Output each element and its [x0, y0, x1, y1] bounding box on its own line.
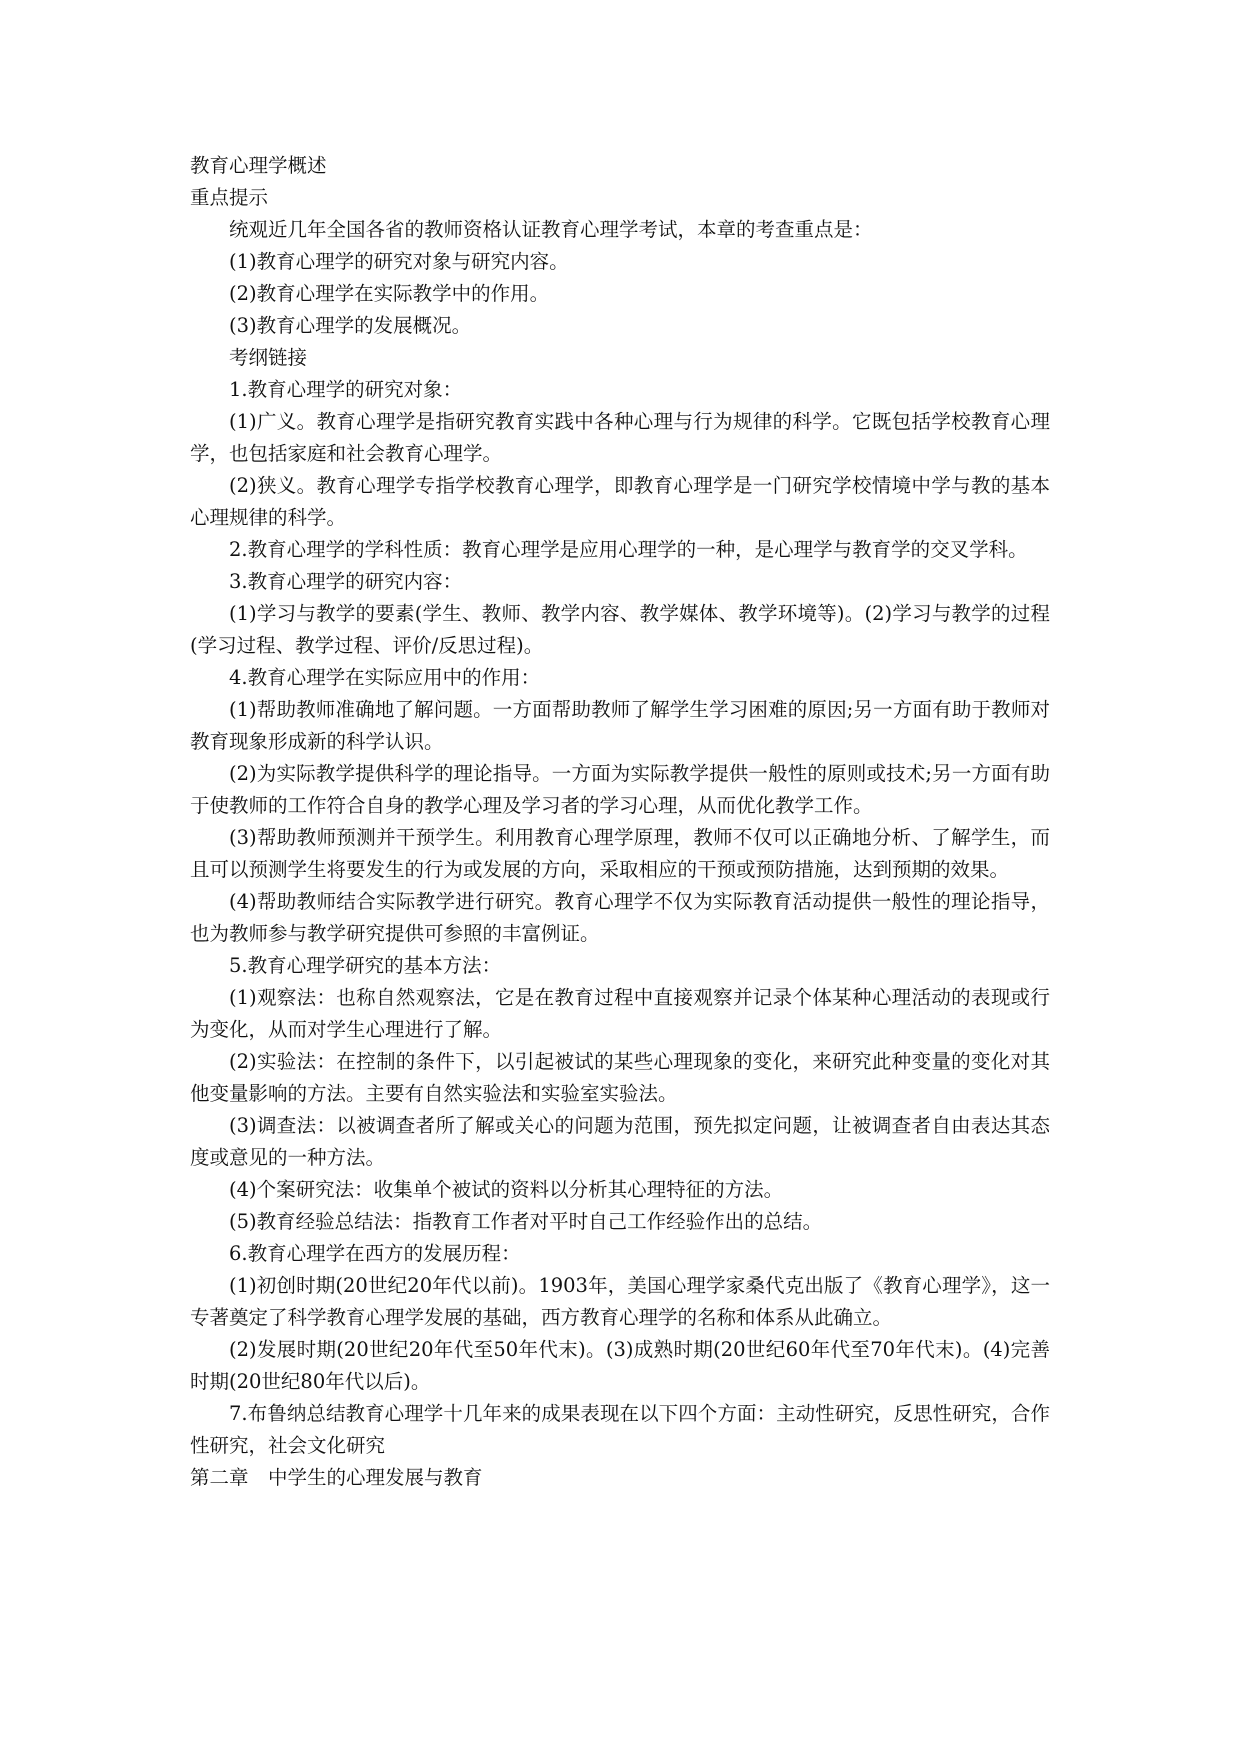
paragraph-history-founding: (1)初创时期(20世纪20年代以前)。1903年，美国心理学家桑代克出版了《教育心理学》，这一专著奠定了科学教育心理学发展的基础，西方教育心理学的名称和体系从此确立。 — [190, 1274, 1050, 1329]
paragraph-practical-role: 4.教育心理学在实际应用中的作用： — [229, 666, 541, 689]
paragraph-role-4: (4)帮助教师结合实际教学进行研究。教育心理学不仅为实际教育活动提供一般性的理论指导，也为教师参与教学研究提供可参照的丰富例证。 — [190, 890, 1050, 945]
document-page — [190, 150, 1050, 1494]
paragraph-role-3: (3)帮助教师预测并干预学生。利用教育心理学原理，教师不仅可以正确地分析、了解学生，而且可以预测学生将要发生的行为或发展的方向，采取相应的干预或预防措施，达到预期的效果。 — [190, 826, 1050, 881]
paragraph-key-point-1: (1)教育心理学的研究对象与研究内容。 — [229, 250, 569, 273]
paragraph-method-experiment: (2)实验法：在控制的条件下，以引起被试的某些心理现象的变化，来研究此种变量的变化对其他变量影响的方法。主要有自然实验法和实验室实验法。 — [190, 1050, 1050, 1105]
paragraph-research-object: 1.教育心理学的研究对象： — [229, 378, 463, 401]
document-title: 教育心理学概述 — [190, 154, 327, 177]
chapter-heading: 第二章 中学生的心理发展与教育 — [190, 1466, 483, 1489]
paragraph-history-stages: (2)发展时期(20世纪20年代至50年代末)。(3)成熟时期(20世纪60年代至70年代末)。(4)完善时期(20世纪80年代以后)。 — [190, 1338, 1050, 1393]
paragraph-method-case-study: (4)个案研究法：收集单个被试的资料以分析其心理特征的方法。 — [229, 1178, 784, 1201]
paragraph-narrow-sense: (2)狭义。教育心理学专指学校教育心理学，即教育心理学是一门研究学校情境中学与教的基本心理规律的科学。 — [190, 474, 1050, 529]
paragraph-method-observation: (1)观察法：也称自然观察法，它是在教育过程中直接观察并记录个体某种心理活动的表现或行为变化，从而对学生心理进行了解。 — [190, 986, 1050, 1041]
paragraph-methods: 5.教育心理学研究的基本方法： — [229, 954, 502, 977]
paragraph-western-history: 6.教育心理学在西方的发展历程： — [229, 1242, 521, 1265]
section-heading-key-points: 重点提示 — [190, 186, 269, 209]
paragraph-key-point-3: (3)教育心理学的发展概况。 — [229, 314, 472, 337]
paragraph-discipline-nature: 2.教育心理学的学科性质：教育心理学是应用心理学的一种，是心理学与教育学的交叉学科。 — [229, 538, 1028, 561]
paragraph-method-survey: (3)调查法：以被调查者所了解或关心的问题为范围，预先拟定问题，让被调查者自由表达其态度或意见的一种方法。 — [190, 1114, 1050, 1169]
paragraph-bruner-summary: 7.布鲁纳总结教育心理学十几年来的成果表现在以下四个方面：主动性研究，反思性研究，合作性研究，社会文化研究 — [190, 1402, 1050, 1457]
paragraph-method-experience: (5)教育经验总结法：指教育工作者对平时自己工作经验作出的总结。 — [229, 1210, 823, 1233]
paragraph-role-1: (1)帮助教师准确地了解问题。一方面帮助教师了解学生学习困难的原因;另一方面有助于教师对教育现象形成新的科学认识。 — [190, 698, 1050, 753]
paragraph-broad-sense: (1)广义。教育心理学是指研究教育实践中各种心理与行为规律的科学。它既包括学校教育心理学，也包括家庭和社会教育心理学。 — [190, 410, 1050, 465]
paragraph-intro: 统观近几年全国各省的教师资格认证教育心理学考试，本章的考查重点是： — [229, 218, 873, 241]
paragraph-elements-process: (1)学习与教学的要素(学生、教师、教学内容、教学媒体、教学环境等)。(2)学习与教学的过程(学习过程、教学过程、评价/反思过程)。 — [190, 602, 1050, 657]
paragraph-key-point-2: (2)教育心理学在实际教学中的作用。 — [229, 282, 550, 305]
paragraph-role-2: (2)为实际教学提供科学的理论指导。一方面为实际教学提供一般性的原则或技术;另一方面有助于使教师的工作符合自身的教学心理及学习者的学习心理，从而优化教学工作。 — [190, 762, 1050, 817]
paragraph-syllabus-link: 考纲链接 — [229, 346, 308, 369]
paragraph-research-content: 3.教育心理学的研究内容： — [229, 570, 463, 593]
